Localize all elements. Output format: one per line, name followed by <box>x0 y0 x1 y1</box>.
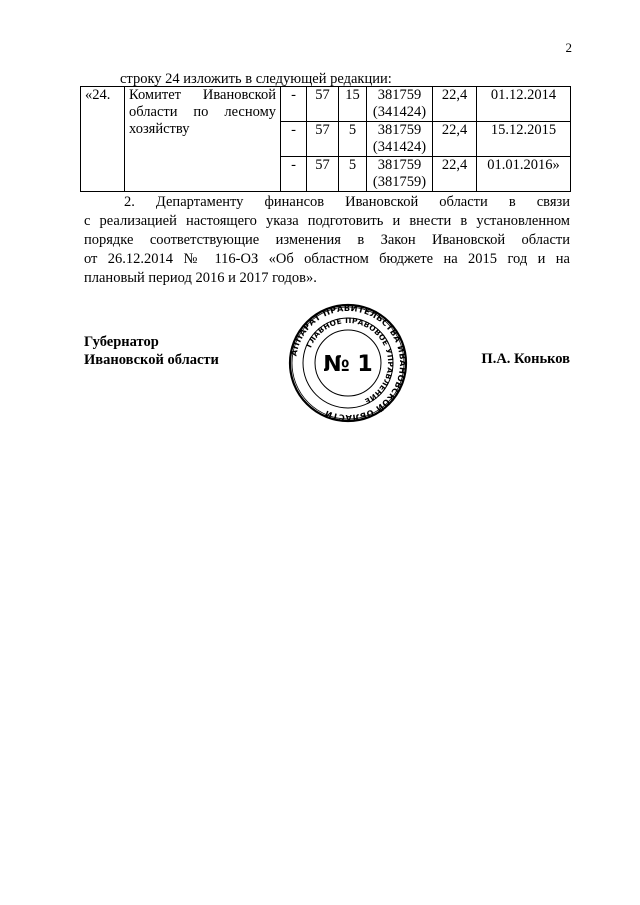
table-cell: - <box>281 87 307 122</box>
official-seal-icon <box>288 303 408 423</box>
table-cell: 57 <box>307 87 339 122</box>
signatory-name: П.А. Коньков <box>481 351 570 367</box>
table-cell: 5 <box>339 157 367 192</box>
table-row <box>81 87 571 122</box>
organization-name: Комитет Ивановской области по лесному хозяйству <box>125 87 281 192</box>
table-cell: 5 <box>339 122 367 157</box>
table-cell: 22,4 <box>433 157 477 192</box>
table-cell: 22,4 <box>433 122 477 157</box>
decree-table <box>80 86 571 192</box>
table-cell: 15.12.2015 <box>477 122 571 157</box>
table-cell: 381759 (341424) <box>367 122 433 157</box>
table-cell: 01.12.2014 <box>477 87 571 122</box>
table-cell: - <box>281 122 307 157</box>
table-cell: 381759 (341424) <box>367 87 433 122</box>
signatory-title: Губернатор Ивановской области <box>84 334 219 368</box>
table-cell: 57 <box>307 122 339 157</box>
table-cell: 381759 (381759) <box>367 157 433 192</box>
svg-text:№ 1: № 1 <box>323 352 373 377</box>
table-cell: 01.01.2016» <box>477 157 571 192</box>
table-cell: 57 <box>307 157 339 192</box>
svg-text:ГЛАВНОЕ ПРАВОВОЕ УПРАВЛЕНИЕ: ГЛАВНОЕ ПРАВОВОЕ УПРАВЛЕНИЕ <box>304 315 396 406</box>
table-cell: 22,4 <box>433 87 477 122</box>
paragraph-2: 2. Департаменту финансов Ивановской области в связи с реализацией настоящего указа подготовить и внести в установленном порядке соответствующие изменения в Закон Ивановской области от 26.12.2014 № 116-ОЗ «Об областном бюджете на 2015 год и на плановый период 2016 и 2017 годов». <box>84 194 570 286</box>
page-number: 2 <box>565 40 572 55</box>
table-cell: 15 <box>339 87 367 122</box>
svg-text:АППАРАТ ПРАВИТЕЛЬСТВА ИВАНОВСК: АППАРАТ ПРАВИТЕЛЬСТВА ИВАНОВСКОЙ ОБЛАСТИ <box>288 303 408 423</box>
intro-text: строку 24 изложить в следующей редакции: <box>120 71 392 87</box>
row-number: «24. <box>81 87 125 192</box>
table-cell: - <box>281 157 307 192</box>
